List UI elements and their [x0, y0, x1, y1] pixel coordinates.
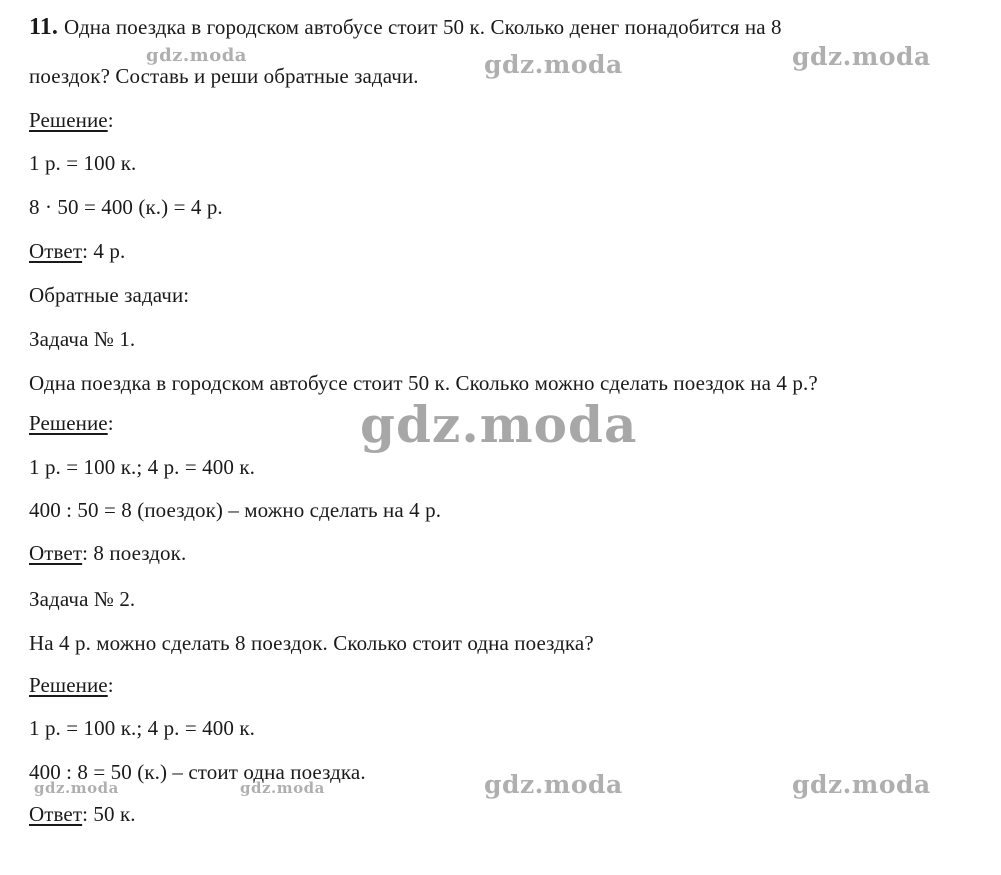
task1-answer-label: Ответ [29, 541, 83, 565]
watermark-logo: gdz.moda [792, 42, 931, 71]
solution-line-2: 8 · 50 = 400 (к.) = 4 р. [29, 195, 223, 219]
task2-solution-label: Решение [29, 673, 108, 697]
solution-heading-label: Решение [29, 108, 108, 132]
task2-answer [29, 801, 136, 827]
task1-line-1: 1 р. = 100 к.; 4 р. = 400 к. [29, 455, 255, 479]
watermark-logo: gdz.moda [792, 770, 931, 799]
solution-heading-colon: : [107, 108, 114, 132]
problem-line-1 [29, 14, 782, 40]
solution-answer-label: Ответ [29, 239, 83, 263]
problem-number: 11. [29, 14, 58, 40]
watermark-logo: gdz.moda [484, 50, 623, 79]
inverse-tasks-heading: Обратные задачи: [29, 283, 190, 307]
watermark-logo: gdz.moda [146, 45, 247, 66]
solution-answer-value: : 4 р. [82, 239, 126, 263]
task2-line-2: 400 : 8 = 50 (к.) – стоит одна поездка. [29, 760, 366, 784]
task1-solution-colon: : [107, 411, 114, 435]
task2-answer-label: Ответ [29, 802, 83, 826]
solution-line-1: 1 р. = 100 к. [29, 151, 137, 175]
task1-answer [29, 540, 186, 566]
watermark-logo: gdz.moda [34, 779, 119, 797]
solution-heading [29, 107, 114, 133]
task1-text: Одна поездка в городском автобусе стоит 50 к. Сколько можно сделать поездок на 4 р.? [29, 371, 818, 395]
problem-line-2: поездок? Составь и реши обратные задачи. [29, 64, 419, 88]
task2-line-1: 1 р. = 100 к.; 4 р. = 400 к. [29, 716, 255, 740]
problem-text-1: Одна поездка в городском автобусе стоит 50 к. Сколько денег понадобится на 8 [63, 15, 782, 39]
task2-title: Задача № 2. [29, 587, 136, 611]
watermark-logo: gdz.moda [240, 779, 325, 797]
task2-answer-value: : 50 к. [82, 802, 136, 826]
task1-solution-label: Решение [29, 411, 108, 435]
task2-solution-colon: : [107, 673, 114, 697]
task1-solution-heading [29, 410, 114, 436]
watermark-logo: gdz.moda [484, 770, 623, 799]
watermark-logo: gdz.moda [360, 395, 638, 454]
task2-text: На 4 р. можно сделать 8 поездок. Сколько стоит одна поездка? [29, 631, 594, 655]
task1-answer-value: : 8 поездок. [82, 541, 187, 565]
task1-title: Задача № 1. [29, 327, 136, 351]
task1-line-2: 400 : 50 = 8 (поездок) – можно сделать на 4 р. [29, 498, 442, 522]
task2-solution-heading [29, 672, 114, 698]
solution-answer [29, 238, 125, 264]
